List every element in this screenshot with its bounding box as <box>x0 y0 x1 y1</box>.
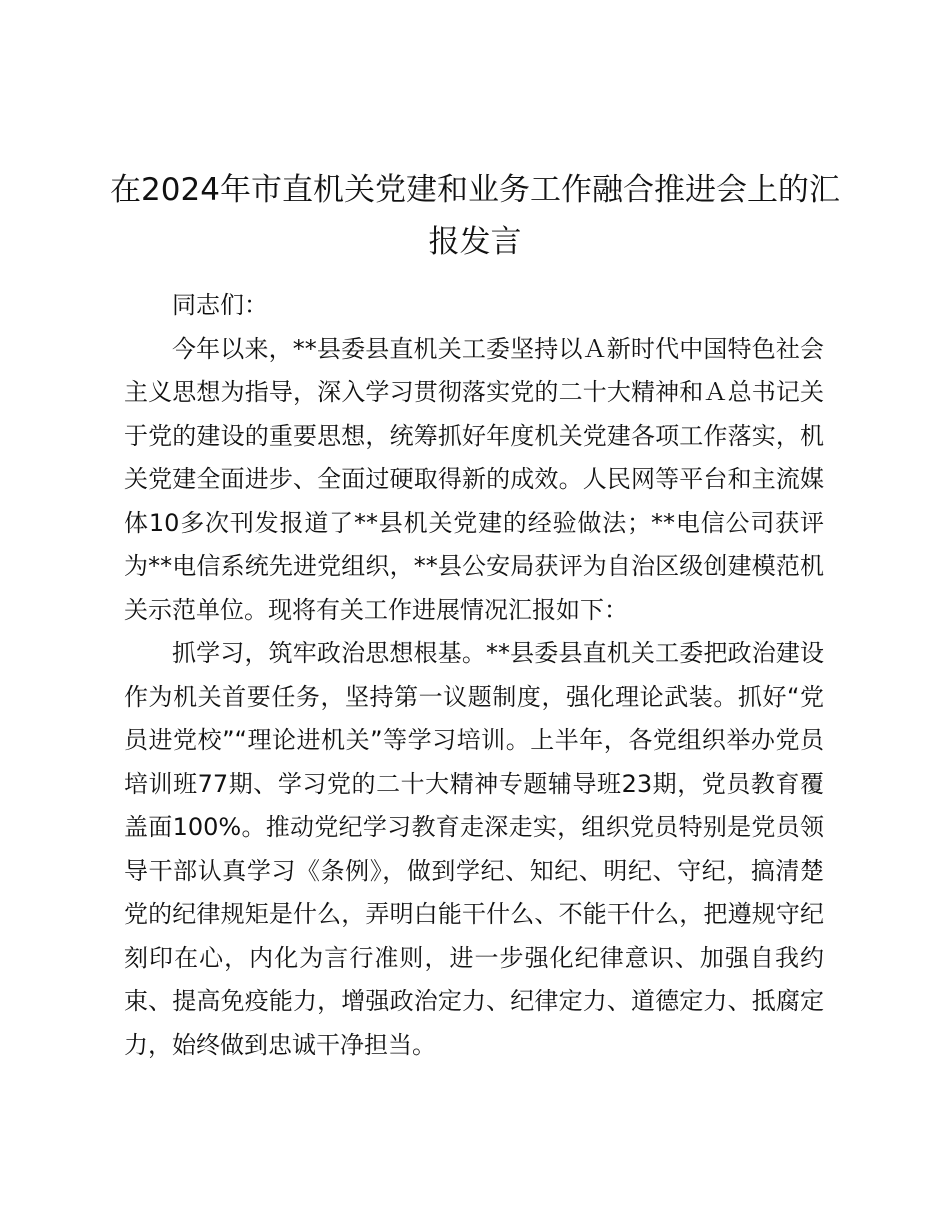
paragraph-intro: 今年以来，**县委县直机关工委坚持以Ａ新时代中国特色社会主义思想为指导，深入学习贯彻落实党的二十大精神和Ａ总书记关于党的建设的重要思想，统筹抓好年度机关党建各项工作落实，机关党建全面进步、全面过硬取得新的成效。人民网等平台和主流媒体10多次刊发报道了**县机关党建的经验做法；**电信公司获评为**电信系统先进党组织，**县公安局获评为自治区级创建模范机关示范单位。现将有关工作进展情况汇报如下： <box>124 334 824 624</box>
document-body <box>124 284 824 1067</box>
salutation: 同志们： <box>172 291 268 319</box>
document-title: 在2024年市直机关党建和业务工作融合推进会上的汇报发言 <box>110 172 840 260</box>
paragraph-study: 抓学习，筑牢政治思想根基。**县委县直机关工委把政治建设作为机关首要任务，坚持第一议题制度，强化理论武装。抓好“党员进党校”“理论进机关”等学习培训。上半年，各党组织举办党员培训班77期、学习党的二十大精神专题辅导班23期，党员教育覆盖面100%。推动党纪学习教育走深走实，组织党员特别是党员领导干部认真学习《条例》，做到学纪、知纪、明纪、守纪，搞清楚党的纪律规矩是什么，弄明白能干什么、不能干什么，把遵规守纪刻印在心，内化为言行准则，进一步强化纪律意识、加强自我约束、提高免疫能力，增强政治定力、纪律定力、道德定力、抵腐定力，始终做到忠诚干净担当。 <box>124 639 824 1059</box>
